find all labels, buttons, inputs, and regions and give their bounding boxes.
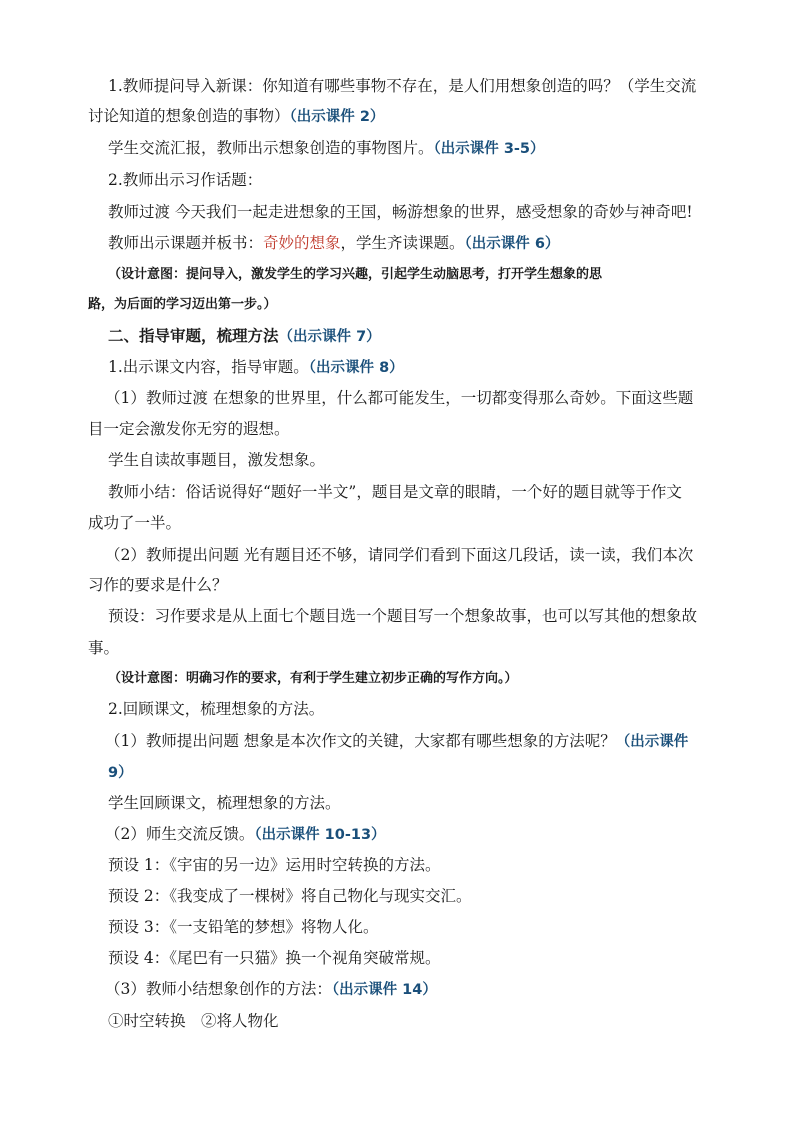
- paragraph-line: 学生交流汇报，教师出示想象创造的事物图片。（出示课件 3-5）: [108, 139, 545, 157]
- paragraph-line: 预设 2：《我变成了一棵树》将自己物化与现实交汇。: [108, 887, 472, 905]
- board-title-highlight: 奇妙的想象: [263, 234, 341, 252]
- paragraph-line: 讨论知道的想象创造的事物）（出示课件 2）: [88, 107, 385, 125]
- paragraph-line: 1.教师提问导入新课：你知道有哪些事物不存在，是人们用想象创造的吗？（学生交流: [108, 77, 697, 95]
- paragraph-line: 2.教师出示习作话题：: [108, 171, 263, 189]
- paragraph-line: （2）师生交流反馈。（出示课件 10-13）: [105, 825, 386, 843]
- paragraph-line: 习作的要求是什么？: [88, 576, 228, 594]
- paragraph-line: 教师出示课题并板书：奇妙的想象，学生齐读课题。（出示课件 6）: [108, 234, 560, 252]
- paragraph-line: （3）教师小结想象创作的方法：（出示课件 14）: [105, 980, 437, 998]
- courseware-ref: （出示课件 8）: [308, 360, 404, 376]
- courseware-ref: （出示课件 14）: [331, 982, 437, 998]
- courseware-ref: （出示课件: [615, 734, 689, 750]
- paragraph-line: 预设 1：《宇宙的另一边》运用时空转换的方法。: [108, 856, 441, 874]
- paragraph-line: （1）教师提出问题 想象是本次作文的关键，大家都有哪些想象的方法呢？（出示课件: [105, 732, 689, 750]
- paragraph-line: 事。: [88, 639, 120, 657]
- paragraph-line: 教师过渡 今天我们一起走进想象的王国，畅游想象的世界，感受想象的奇妙与神奇吧!: [108, 203, 693, 221]
- paragraph-line: 预设 3：《一支铅笔的梦想》将物人化。: [108, 918, 379, 936]
- paragraph-line: 目一定会激发你无穷的遐想。: [88, 420, 290, 438]
- paragraph-line: 预设：习作要求是从上面七个题目选一个题目写一个想象故事，也可以写其他的想象故: [108, 607, 698, 625]
- paragraph-line: 教师小结：俗话说得好“题好一半文”，题目是文章的眼睛，一个好的题目就等于作文: [108, 483, 682, 501]
- paragraph-line: 成功了一半。: [88, 514, 182, 532]
- courseware-ref: （出示课件 10-13）: [254, 827, 386, 843]
- paragraph-line: （1）教师过渡 在想象的世界里，什么都可能发生，一切都变得那么奇妙。下面这些题: [105, 389, 694, 407]
- paragraph-line: （2）教师提出问题 光有题目还不够，请同学们看到下面这几段话，读一读，我们本次: [105, 546, 694, 564]
- paragraph-line: 2.回顾课文，梳理想象的方法。: [108, 700, 325, 718]
- design-intent-note: 路，为后面的学习迈出第一步。）: [88, 297, 277, 312]
- paragraph-line: ①时空转换 ②将人物化: [108, 1012, 279, 1030]
- section-heading: 二、指导审题，梳理方法（出示课件 7）: [108, 326, 381, 345]
- paragraph-line: [108, 757, 720, 788]
- courseware-ref: （出示课件 2）: [289, 109, 385, 125]
- courseware-ref: （出示课件 7）: [278, 329, 381, 345]
- paragraph-line: 预设 4：《尾巴有一只猫》换一个视角突破常规。: [108, 949, 441, 967]
- courseware-ref: 9）: [108, 765, 133, 781]
- paragraph-line: 学生回顾课文，梳理想象的方法。: [108, 794, 341, 812]
- courseware-ref: （出示课件 6）: [464, 236, 560, 252]
- paragraph-line: 学生自读故事题目，激发想象。: [108, 451, 326, 469]
- paragraph-line: 1.出示课文内容，指导审题。（出示课件 8）: [108, 358, 404, 376]
- design-intent-note: （设计意图：提问导入，激发学生的学习兴趣，引起学生动脑思考，打开学生想象的思: [108, 267, 603, 282]
- courseware-ref: （出示课件 3-5）: [433, 141, 545, 157]
- design-intent-note: （设计意图：明确习作的要求，有利于学生建立初步正确的写作方向。）: [108, 671, 518, 686]
